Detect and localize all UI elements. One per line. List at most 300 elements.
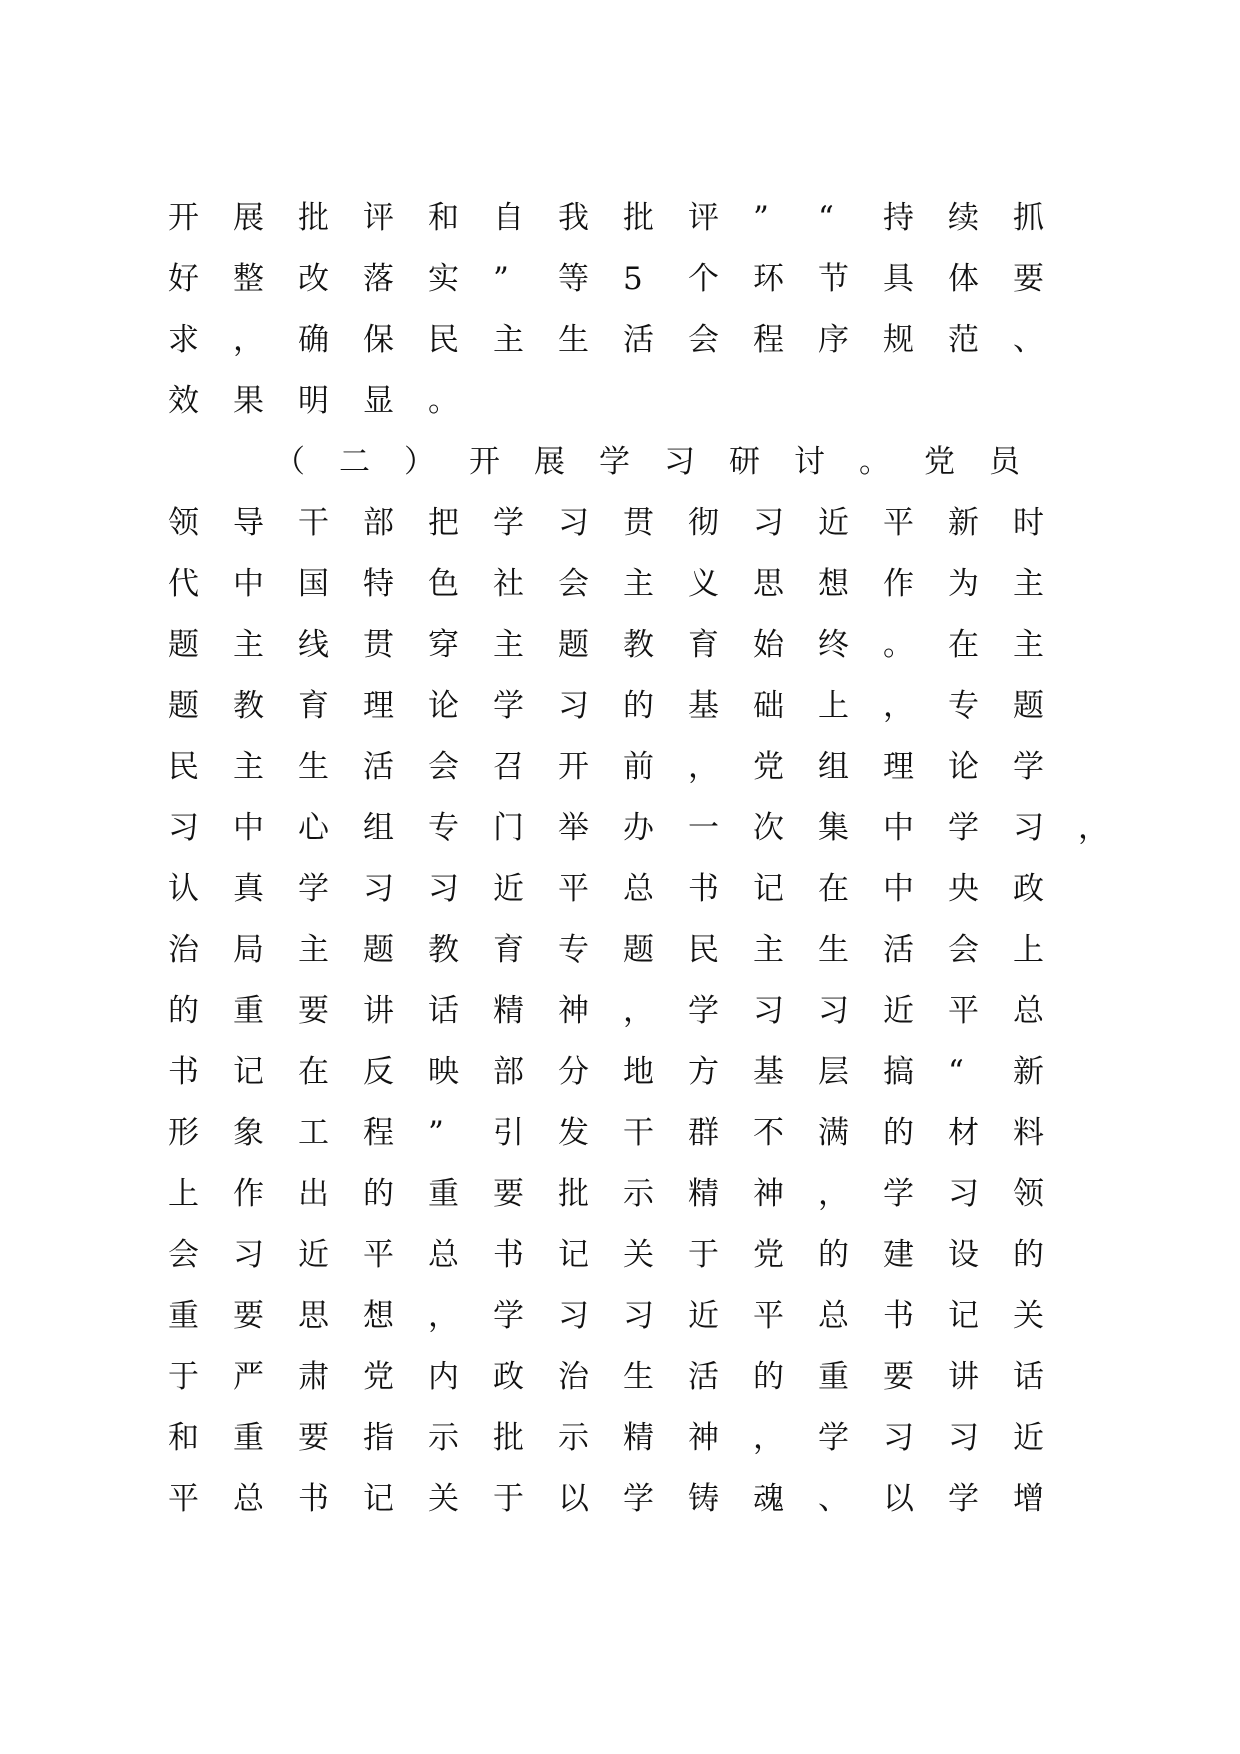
- text-char: 反: [363, 1054, 394, 1090]
- text-char: 的: [1013, 1237, 1044, 1273]
- text-char: 学: [599, 444, 630, 480]
- text-char: 领: [1013, 1176, 1044, 1212]
- text-char: 导: [233, 505, 264, 541]
- text-char: 治: [168, 932, 199, 968]
- text-char: 领: [168, 505, 199, 541]
- text-char: 改: [298, 261, 329, 297]
- text-char: 生: [623, 1359, 654, 1395]
- text-char: 要: [298, 993, 329, 1029]
- text-char: 开: [469, 444, 500, 480]
- text-char: 精: [493, 993, 524, 1029]
- text-char: 近: [298, 1237, 329, 1273]
- text-char: 上: [1013, 932, 1044, 968]
- text-char: 习: [558, 688, 589, 724]
- text-char: 持: [883, 200, 914, 236]
- text-char: 效: [168, 383, 199, 419]
- text-char: 政: [493, 1359, 524, 1395]
- text-char: 平: [883, 505, 914, 541]
- text-char: 学: [298, 871, 329, 907]
- text-char: 自: [493, 200, 524, 236]
- text-char: 教: [233, 688, 264, 724]
- text-char: 确: [298, 322, 329, 358]
- text-char: 员: [989, 444, 1020, 480]
- text-char: ，: [688, 749, 719, 785]
- text-char: 作: [233, 1176, 264, 1212]
- text-char: 主: [623, 566, 654, 602]
- text-char: ，: [818, 1176, 849, 1212]
- text-line: [0, 1341, 1240, 1402]
- text-char: 生: [558, 322, 589, 358]
- text-char: 心: [298, 810, 329, 846]
- text-char: 发: [558, 1115, 589, 1151]
- text-char: 育: [688, 627, 719, 663]
- text-char: 在: [818, 871, 849, 907]
- text-char: 果: [233, 383, 264, 419]
- text-char: 前: [623, 749, 654, 785]
- text-char: 抓: [1013, 200, 1044, 236]
- text-char: 党: [753, 1237, 784, 1273]
- text-char: 习: [168, 810, 199, 846]
- text-line: [0, 487, 1240, 548]
- text-char: 。: [859, 444, 890, 480]
- text-char: 题: [168, 627, 199, 663]
- text-char: 材: [948, 1115, 979, 1151]
- text-char: 程: [753, 322, 784, 358]
- text-char: 办: [623, 810, 654, 846]
- text-char: 会: [168, 1237, 199, 1273]
- text-char: 始: [753, 627, 784, 663]
- text-char: 在: [298, 1054, 329, 1090]
- text-char: 学: [948, 810, 979, 846]
- text-char: 记: [363, 1481, 394, 1517]
- text-char: 题: [168, 688, 199, 724]
- text-char: 党: [924, 444, 955, 480]
- text-char: 会: [688, 322, 719, 358]
- text-char: 在: [948, 627, 979, 663]
- text-char: 讨: [794, 444, 825, 480]
- text-line: [0, 792, 1240, 853]
- text-char: 习: [753, 505, 784, 541]
- text-char: 的: [818, 1237, 849, 1273]
- text-char: 于: [493, 1481, 524, 1517]
- text-char: 要: [298, 1420, 329, 1456]
- text-char: 满: [818, 1115, 849, 1151]
- text-char: 主: [1013, 566, 1044, 602]
- text-char: 学: [493, 1298, 524, 1334]
- text-char: 引: [493, 1115, 524, 1151]
- text-char: 的: [883, 1115, 914, 1151]
- text-char: 近: [493, 871, 524, 907]
- text-char: 书: [883, 1298, 914, 1334]
- text-char: 学: [493, 505, 524, 541]
- text-char: 、: [818, 1481, 849, 1517]
- text-char: 组: [363, 810, 394, 846]
- text-char: 严: [233, 1359, 264, 1395]
- text-char: 干: [298, 505, 329, 541]
- text-char: 具: [883, 261, 914, 297]
- text-char: 评: [363, 200, 394, 236]
- text-char: 生: [818, 932, 849, 968]
- text-char: 总: [233, 1481, 264, 1517]
- text-char: 总: [818, 1298, 849, 1334]
- text-char: 研: [729, 444, 760, 480]
- text-char: 中: [883, 810, 914, 846]
- text-char: 举: [558, 810, 589, 846]
- text-char: 批: [298, 200, 329, 236]
- text-line: [0, 243, 1240, 304]
- text-char: 示: [428, 1420, 459, 1456]
- text-char: 。: [883, 627, 914, 663]
- text-char: ，: [753, 1420, 784, 1456]
- text-char: 思: [298, 1298, 329, 1334]
- text-char: 贯: [363, 627, 394, 663]
- text-char: 我: [558, 200, 589, 236]
- text-char: 指: [363, 1420, 394, 1456]
- text-char: 政: [1013, 871, 1044, 907]
- text-char: 线: [298, 627, 329, 663]
- text-line: [0, 548, 1240, 609]
- text-char: 门: [493, 810, 524, 846]
- text-char: 专: [428, 810, 459, 846]
- text-char: 习: [753, 993, 784, 1029]
- text-char: 活: [363, 749, 394, 785]
- text-char: 记: [558, 1237, 589, 1273]
- text-char: 育: [493, 932, 524, 968]
- text-char: 彻: [688, 505, 719, 541]
- text-char: 想: [818, 566, 849, 602]
- text-char: 铸: [688, 1481, 719, 1517]
- text-char: 学: [948, 1481, 979, 1517]
- text-char: 认: [168, 871, 199, 907]
- text-char: 终: [818, 627, 849, 663]
- text-line: [0, 1219, 1240, 1280]
- text-char: 好: [168, 261, 199, 297]
- text-char: 时: [1013, 505, 1044, 541]
- text-char: 象: [233, 1115, 264, 1151]
- text-char: 批: [558, 1176, 589, 1212]
- text-char: 义: [688, 566, 719, 602]
- text-char: 中: [233, 810, 264, 846]
- text-char: 个: [688, 261, 719, 297]
- text-char: 讲: [363, 993, 394, 1029]
- text-char: 真: [233, 871, 264, 907]
- text-char: 和: [428, 200, 459, 236]
- text-char: 于: [168, 1359, 199, 1395]
- text-char: 习: [428, 871, 459, 907]
- text-char: 干: [623, 1115, 654, 1151]
- text-char: 育: [298, 688, 329, 724]
- text-char: 教: [623, 627, 654, 663]
- text-char: 活: [623, 322, 654, 358]
- text-char: 活: [688, 1359, 719, 1395]
- text-char: ”: [428, 1115, 444, 1151]
- text-char: 续: [948, 200, 979, 236]
- text-char: 平: [753, 1298, 784, 1334]
- text-char: 要: [1013, 261, 1044, 297]
- text-char: 总: [1013, 993, 1044, 1029]
- text-char: 搞: [883, 1054, 914, 1090]
- text-char: 色: [428, 566, 459, 602]
- text-char: 国: [298, 566, 329, 602]
- text-char: 评: [688, 200, 719, 236]
- text-char: 思: [753, 566, 784, 602]
- text-char: 。: [428, 383, 459, 419]
- text-char: 部: [493, 1054, 524, 1090]
- text-char: 习: [558, 1298, 589, 1334]
- text-char: ，: [1078, 810, 1109, 846]
- text-char: 会: [558, 566, 589, 602]
- text-line: [0, 975, 1240, 1036]
- text-char: “: [948, 1054, 964, 1090]
- text-char: ”: [753, 200, 769, 236]
- text-line: [0, 365, 1240, 426]
- text-char: 总: [623, 871, 654, 907]
- text-char: 组: [818, 749, 849, 785]
- text-char: 习: [558, 505, 589, 541]
- text-char: 习: [664, 444, 695, 480]
- text-char: 近: [818, 505, 849, 541]
- text-char: 设: [948, 1237, 979, 1273]
- text-char: 题: [1013, 688, 1044, 724]
- text-char: 批: [493, 1420, 524, 1456]
- text-char: 书: [298, 1481, 329, 1517]
- text-char: 会: [428, 749, 459, 785]
- text-char: 以: [558, 1481, 589, 1517]
- text-char: 于: [688, 1237, 719, 1273]
- text-char: 实: [428, 261, 459, 297]
- text-char: ”: [493, 261, 509, 297]
- text-char: 重: [233, 993, 264, 1029]
- text-char: 魂: [753, 1481, 784, 1517]
- text-line: [0, 1097, 1240, 1158]
- text-line: [0, 1158, 1240, 1219]
- text-char: 新: [1013, 1054, 1044, 1090]
- text-char: 础: [753, 688, 784, 724]
- text-char: 求: [168, 322, 199, 358]
- text-char: 精: [688, 1176, 719, 1212]
- text-char: 出: [298, 1176, 329, 1212]
- text-char: 习: [363, 871, 394, 907]
- text-char: 、: [1013, 322, 1044, 358]
- text-line: [0, 853, 1240, 914]
- text-char: 主: [298, 932, 329, 968]
- text-char: 精: [623, 1420, 654, 1456]
- text-char: 书: [168, 1054, 199, 1090]
- text-char: 召: [493, 749, 524, 785]
- text-char: 落: [363, 261, 394, 297]
- text-char: 整: [233, 261, 264, 297]
- text-char: 范: [948, 322, 979, 358]
- text-char: 习: [948, 1176, 979, 1212]
- text-char: 习: [818, 993, 849, 1029]
- text-char: 内: [428, 1359, 459, 1395]
- text-char: 主: [1013, 627, 1044, 663]
- text-char: 方: [688, 1054, 719, 1090]
- text-char: 想: [363, 1298, 394, 1334]
- text-char: 习: [233, 1237, 264, 1273]
- text-char: 近: [883, 993, 914, 1029]
- text-char: 上: [168, 1176, 199, 1212]
- text-char: 教: [428, 932, 459, 968]
- text-char: 5: [623, 261, 643, 297]
- text-char: 新: [948, 505, 979, 541]
- text-char: 学: [623, 1481, 654, 1517]
- text-char: 基: [688, 688, 719, 724]
- text-char: 治: [558, 1359, 589, 1395]
- text-char: 央: [948, 871, 979, 907]
- text-char: 总: [428, 1237, 459, 1273]
- text-char: 重: [428, 1176, 459, 1212]
- text-char: （: [274, 444, 305, 480]
- text-line: [0, 1402, 1240, 1463]
- text-line: [0, 914, 1240, 975]
- text-char: ，: [233, 322, 264, 358]
- text-char: 示: [558, 1420, 589, 1456]
- text-char: 明: [298, 383, 329, 419]
- text-char: 上: [818, 688, 849, 724]
- text-char: 民: [168, 749, 199, 785]
- text-char: 工: [298, 1115, 329, 1151]
- text-char: 节: [818, 261, 849, 297]
- text-char: 中: [233, 566, 264, 602]
- text-char: 党: [363, 1359, 394, 1395]
- text-char: 二: [339, 444, 370, 480]
- text-char: ，: [428, 1298, 459, 1334]
- text-char: 记: [753, 871, 784, 907]
- text-char: 不: [753, 1115, 784, 1151]
- text-char: 展: [233, 200, 264, 236]
- text-char: 生: [298, 749, 329, 785]
- text-char: 平: [948, 993, 979, 1029]
- text-char: 主: [233, 627, 264, 663]
- text-char: 重: [168, 1298, 199, 1334]
- text-char: 记: [948, 1298, 979, 1334]
- text-char: 等: [558, 261, 589, 297]
- text-char: 专: [948, 688, 979, 724]
- text-char: 书: [688, 871, 719, 907]
- text-char: 局: [233, 932, 264, 968]
- text-char: ，: [883, 688, 914, 724]
- text-char: 穿: [428, 627, 459, 663]
- text-char: 讲: [948, 1359, 979, 1395]
- text-char: 代: [168, 566, 199, 602]
- text-char: 民: [428, 322, 459, 358]
- text-char: 记: [233, 1054, 264, 1090]
- text-char: 要: [233, 1298, 264, 1334]
- text-char: 基: [753, 1054, 784, 1090]
- text-char: 神: [753, 1176, 784, 1212]
- text-char: 的: [168, 993, 199, 1029]
- text-char: 专: [558, 932, 589, 968]
- text-char: 为: [948, 566, 979, 602]
- text-char: 话: [1013, 1359, 1044, 1395]
- text-char: 作: [883, 566, 914, 602]
- text-char: 重: [233, 1420, 264, 1456]
- text-char: 规: [883, 322, 914, 358]
- text-char: 习: [883, 1420, 914, 1456]
- text-char: 主: [233, 749, 264, 785]
- text-char: 特: [363, 566, 394, 602]
- text-char: 集: [818, 810, 849, 846]
- text-char: 要: [493, 1176, 524, 1212]
- text-char: 要: [883, 1359, 914, 1395]
- text-char: 肃: [298, 1359, 329, 1395]
- text-line: [0, 1280, 1240, 1341]
- text-char: 近: [688, 1298, 719, 1334]
- text-char: 保: [363, 322, 394, 358]
- text-line: [0, 304, 1240, 365]
- text-line: [0, 670, 1240, 731]
- text-char: 理: [883, 749, 914, 785]
- text-char: 体: [948, 261, 979, 297]
- text-line: [0, 182, 1240, 243]
- text-char: 学: [1013, 749, 1044, 785]
- text-char: 展: [534, 444, 565, 480]
- text-char: 书: [493, 1237, 524, 1273]
- text-char: 序: [818, 322, 849, 358]
- text-char: 形: [168, 1115, 199, 1151]
- text-char: 中: [883, 871, 914, 907]
- text-char: 的: [623, 688, 654, 724]
- text-char: 关: [1013, 1298, 1044, 1334]
- text-char: 平: [558, 871, 589, 907]
- text-char: 程: [363, 1115, 394, 1151]
- text-char: 映: [428, 1054, 459, 1090]
- text-char: 神: [688, 1420, 719, 1456]
- text-char: 近: [1013, 1420, 1044, 1456]
- text-char: 习: [1013, 810, 1044, 846]
- text-char: 增: [1013, 1481, 1044, 1517]
- text-char: 学: [818, 1420, 849, 1456]
- text-line: [0, 731, 1240, 792]
- text-char: 理: [363, 688, 394, 724]
- text-char: 环: [753, 261, 784, 297]
- text-char: 批: [623, 200, 654, 236]
- text-char: ）: [404, 444, 435, 480]
- text-char: 群: [688, 1115, 719, 1151]
- text-char: 层: [818, 1054, 849, 1090]
- text-char: 示: [623, 1176, 654, 1212]
- text-char: 主: [493, 322, 524, 358]
- text-char: “: [818, 200, 834, 236]
- text-char: 平: [363, 1237, 394, 1273]
- text-char: 论: [428, 688, 459, 724]
- text-char: 地: [623, 1054, 654, 1090]
- text-char: 习: [623, 1298, 654, 1334]
- text-char: 部: [363, 505, 394, 541]
- text-line: [0, 609, 1240, 670]
- text-char: 神: [558, 993, 589, 1029]
- text-char: 关: [623, 1237, 654, 1273]
- text-char: 把: [428, 505, 459, 541]
- text-char: 一: [688, 810, 719, 846]
- text-char: 会: [948, 932, 979, 968]
- text-char: 题: [363, 932, 394, 968]
- text-char: 题: [623, 932, 654, 968]
- text-line: [0, 1036, 1240, 1097]
- text-char: 话: [428, 993, 459, 1029]
- text-char: 分: [558, 1054, 589, 1090]
- text-char: 主: [493, 627, 524, 663]
- text-char: 平: [168, 1481, 199, 1517]
- text-char: 主: [753, 932, 784, 968]
- text-char: 关: [428, 1481, 459, 1517]
- text-char: 民: [688, 932, 719, 968]
- text-char: 的: [753, 1359, 784, 1395]
- text-char: 和: [168, 1420, 199, 1456]
- text-char: 题: [558, 627, 589, 663]
- text-char: 学: [688, 993, 719, 1029]
